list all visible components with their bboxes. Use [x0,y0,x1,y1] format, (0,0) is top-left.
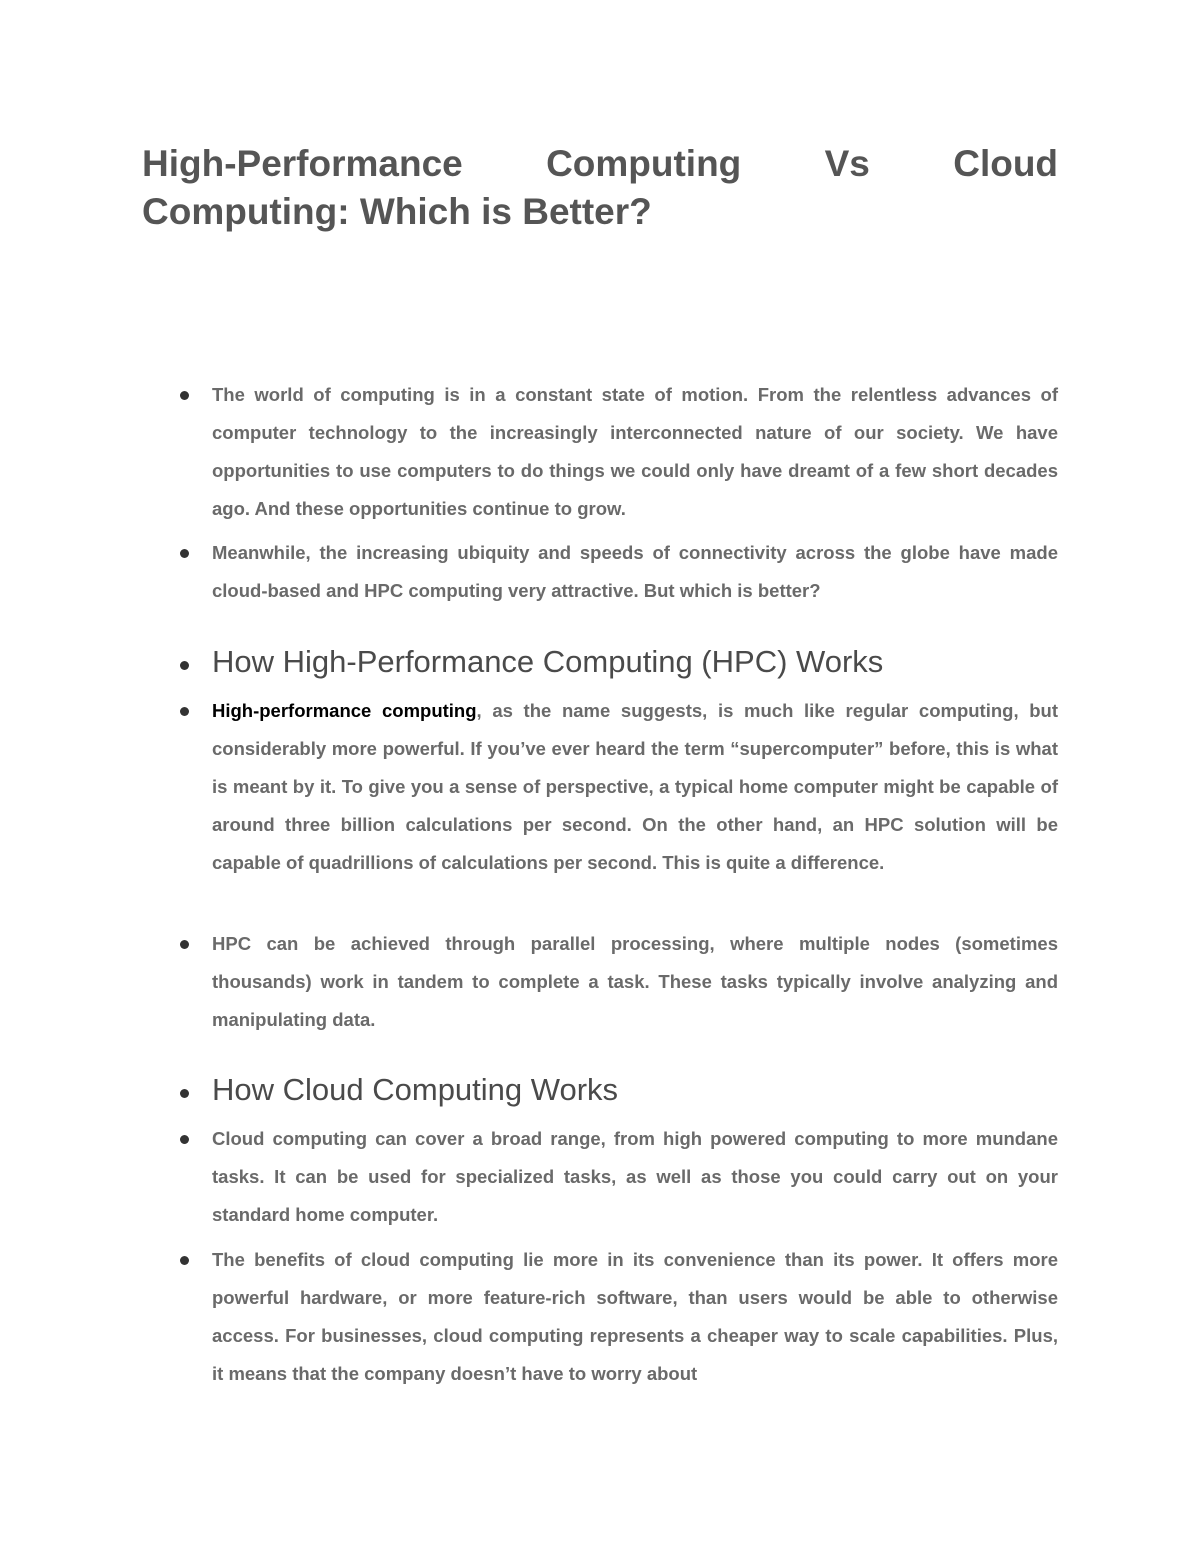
bullet-icon [180,549,189,558]
bullet-icon [180,661,189,670]
hpc-description-text: , as the name suggests, is much like regular computing, but considerably more powerful. If you’ve ever heard the term “supercomputer” before, this is what is meant by it. To give you a sense of perspective, a typical home computer might be capable of around three billion calculations per second. On the other hand, an HPC solution will be capable of quadrillions of calculations per second. This is quite a difference. [212,700,1058,873]
cloud-benefits-paragraph: The benefits of cloud computing lie more in its convenience than its power. It offers more powerful hardware, or more feature-rich software, than users would be able to otherwise access. For businesses, cloud computing represents a cheaper way to scale capabilities. Plus, it means that the company doesn’t have to worry about [212,1249,1058,1384]
page-title [142,140,1058,236]
bullet-icon [180,707,189,716]
bullet-icon [180,1256,189,1265]
bullet-icon [180,940,189,949]
title-word: High-Performance [142,143,463,184]
section-heading-cloud: How Cloud Computing Works [212,1072,619,1107]
bullet-icon [180,1089,189,1098]
intro-paragraph: The world of computing is in a constant state of motion. From the relentless advances of computer technology to the increasingly interconnected nature of our society. We have opportunities to use computers to do things we could only have dreamt of a few short decades ago. And these opportunities continue to grow. [212,384,1058,519]
title-line-2: Computing: Which is Better? [142,191,652,232]
title-word: Cloud [953,143,1059,184]
hpc-term: High-performance computing [212,700,477,721]
bullet-icon [180,391,189,400]
title-word: Vs [824,143,870,184]
title-word: Computing [546,143,742,184]
bullet-icon [180,1135,189,1144]
hpc-description-paragraph [212,692,1058,882]
title-line-1 [142,140,1058,188]
connectivity-paragraph: Meanwhile, the increasing ubiquity and speeds of connectivity across the globe have made cloud-based and HPC computing very attractive. But which is better? [212,542,1058,601]
parallel-processing-paragraph: HPC can be achieved through parallel processing, where multiple nodes (sometimes thousands) work in tandem to complete a task. These tasks typically involve analyzing and manipulating data. [212,933,1058,1030]
cloud-description-paragraph: Cloud computing can cover a broad range, from high powered computing to more mundane tasks. It can be used for specialized tasks, as well as those you could carry out on your standard home computer. [212,1128,1058,1225]
section-heading-hpc: How High-Performance Computing (HPC) Works [212,644,884,679]
